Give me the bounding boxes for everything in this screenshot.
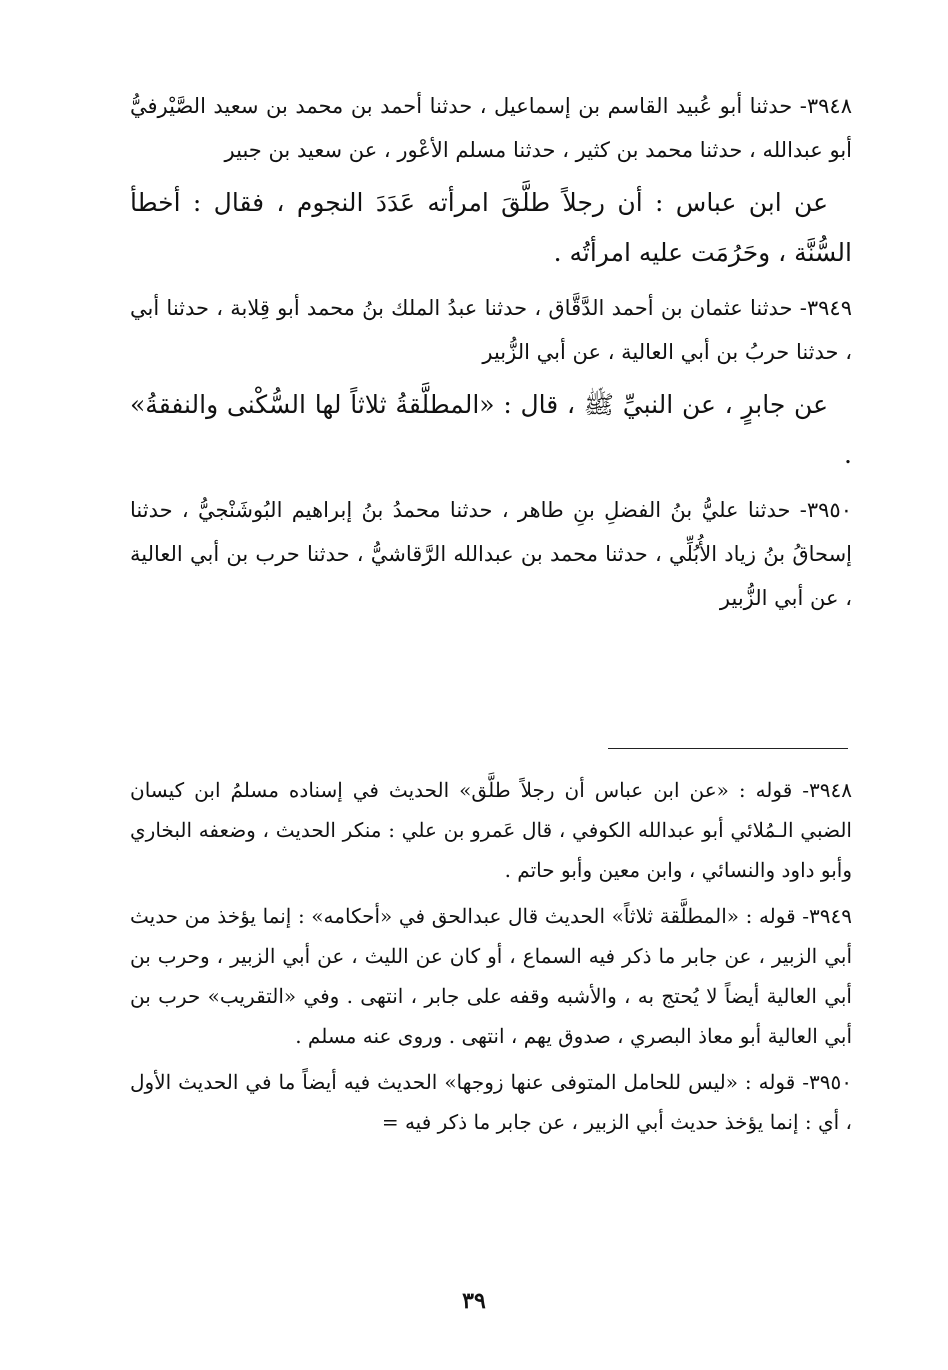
main-text bbox=[130, 84, 852, 626]
footnote-3950: ٣٩٥٠- قوله : «ليس للحامل المتوفى عنها زوجها» الحديث فيه أيضاً ما في الحديث الأول ، أي : إنما يؤخذ حديث أبي الزبير ، عن جابر ما ذكر فيه = bbox=[130, 1070, 852, 1134]
hadith-3948-isnad: ٣٩٤٨- حدثنا أبو عُبيد القاسم بن إسماعيل ، حدثنا أحمد بن محمد بن سعيد الصَّيْرفيُّ أبو عبدالله ، حدثنا محمد بن كثير ، حدثنا مسلم الأعْور ، عن سعيد بن جبير bbox=[130, 94, 852, 162]
footnote-3949: ٣٩٤٩- قوله : «المطلَّقة ثلاثاً» الحديث قال عبدالحق في «أحكامه» : إنما يؤخذ من حديث أبي الزبير ، عن جابر ما ذكر فيه السماع ، أو كان عن الليث ، عن أبي الزبير ، وحرب بن أبي العالية أيضاً لا يُحتج به ، والأشبه وقفه على جابر ، انتهى . وفي «التقريب» حرب بن أبي العالية أبو معاذ البصري ، صدوق يهم ، انتهى . وروى عنه مسلم . bbox=[130, 904, 852, 1048]
hadith-3950-isnad: ٣٩٥٠- حدثنا عليُّ بنُ الفضلِ بنِ طاهر ، حدثنا محمدُ بنُ إبراهيم البُوشَنْجيُّ ، حدثنا إسحاقُ بنُ زياد الأُبُلِّي ، حدثنا محمد بن عبدالله الرَّقاشيُّ ، حدثنا حرب بن أبي العالية ، عن أبي الزُّبير bbox=[130, 498, 852, 610]
footnote-3948: ٣٩٤٨- قوله : «عن ابن عباس أن رجلاً طلَّق» الحديث في إسناده مسلمُ ابن كيسان الضبي الـمُلائي أبو عبدالله الكوفي ، قال عَمرو بن علي : منكر الحديث ، وضعفه البخاري وأبو داود والنسائي ، وابن معين وأبو حاتم . bbox=[130, 778, 852, 882]
hadith-3949-matn: عن جابرٍ ، عن النبيِّ ﷺ ، قال : «المطلَّقةُ ثلاثاً لها السُّكْنى والنفقةُ» . bbox=[130, 390, 852, 469]
hadith-3948-matn: عن ابن عباس : أن رجلاً طلَّقَ امرأته عَدَدَ النجوم ، فقال : أخطأ السُّنَّة ، وحَرُمَت عليه امرأتُه . bbox=[130, 188, 852, 267]
page-number: ٣٩ bbox=[462, 1288, 486, 1314]
footnotes bbox=[130, 770, 852, 1148]
footnote-separator bbox=[608, 748, 848, 749]
hadith-3949-isnad: ٣٩٤٩- حدثنا عثمان بن أحمد الدَّقَّاق ، حدثنا عبدُ الملك بنُ محمد أبو قِلابة ، حدثنا أبي ، حدثنا حربُ بن أبي العالية ، عن أبي الزُّبير bbox=[130, 296, 852, 364]
